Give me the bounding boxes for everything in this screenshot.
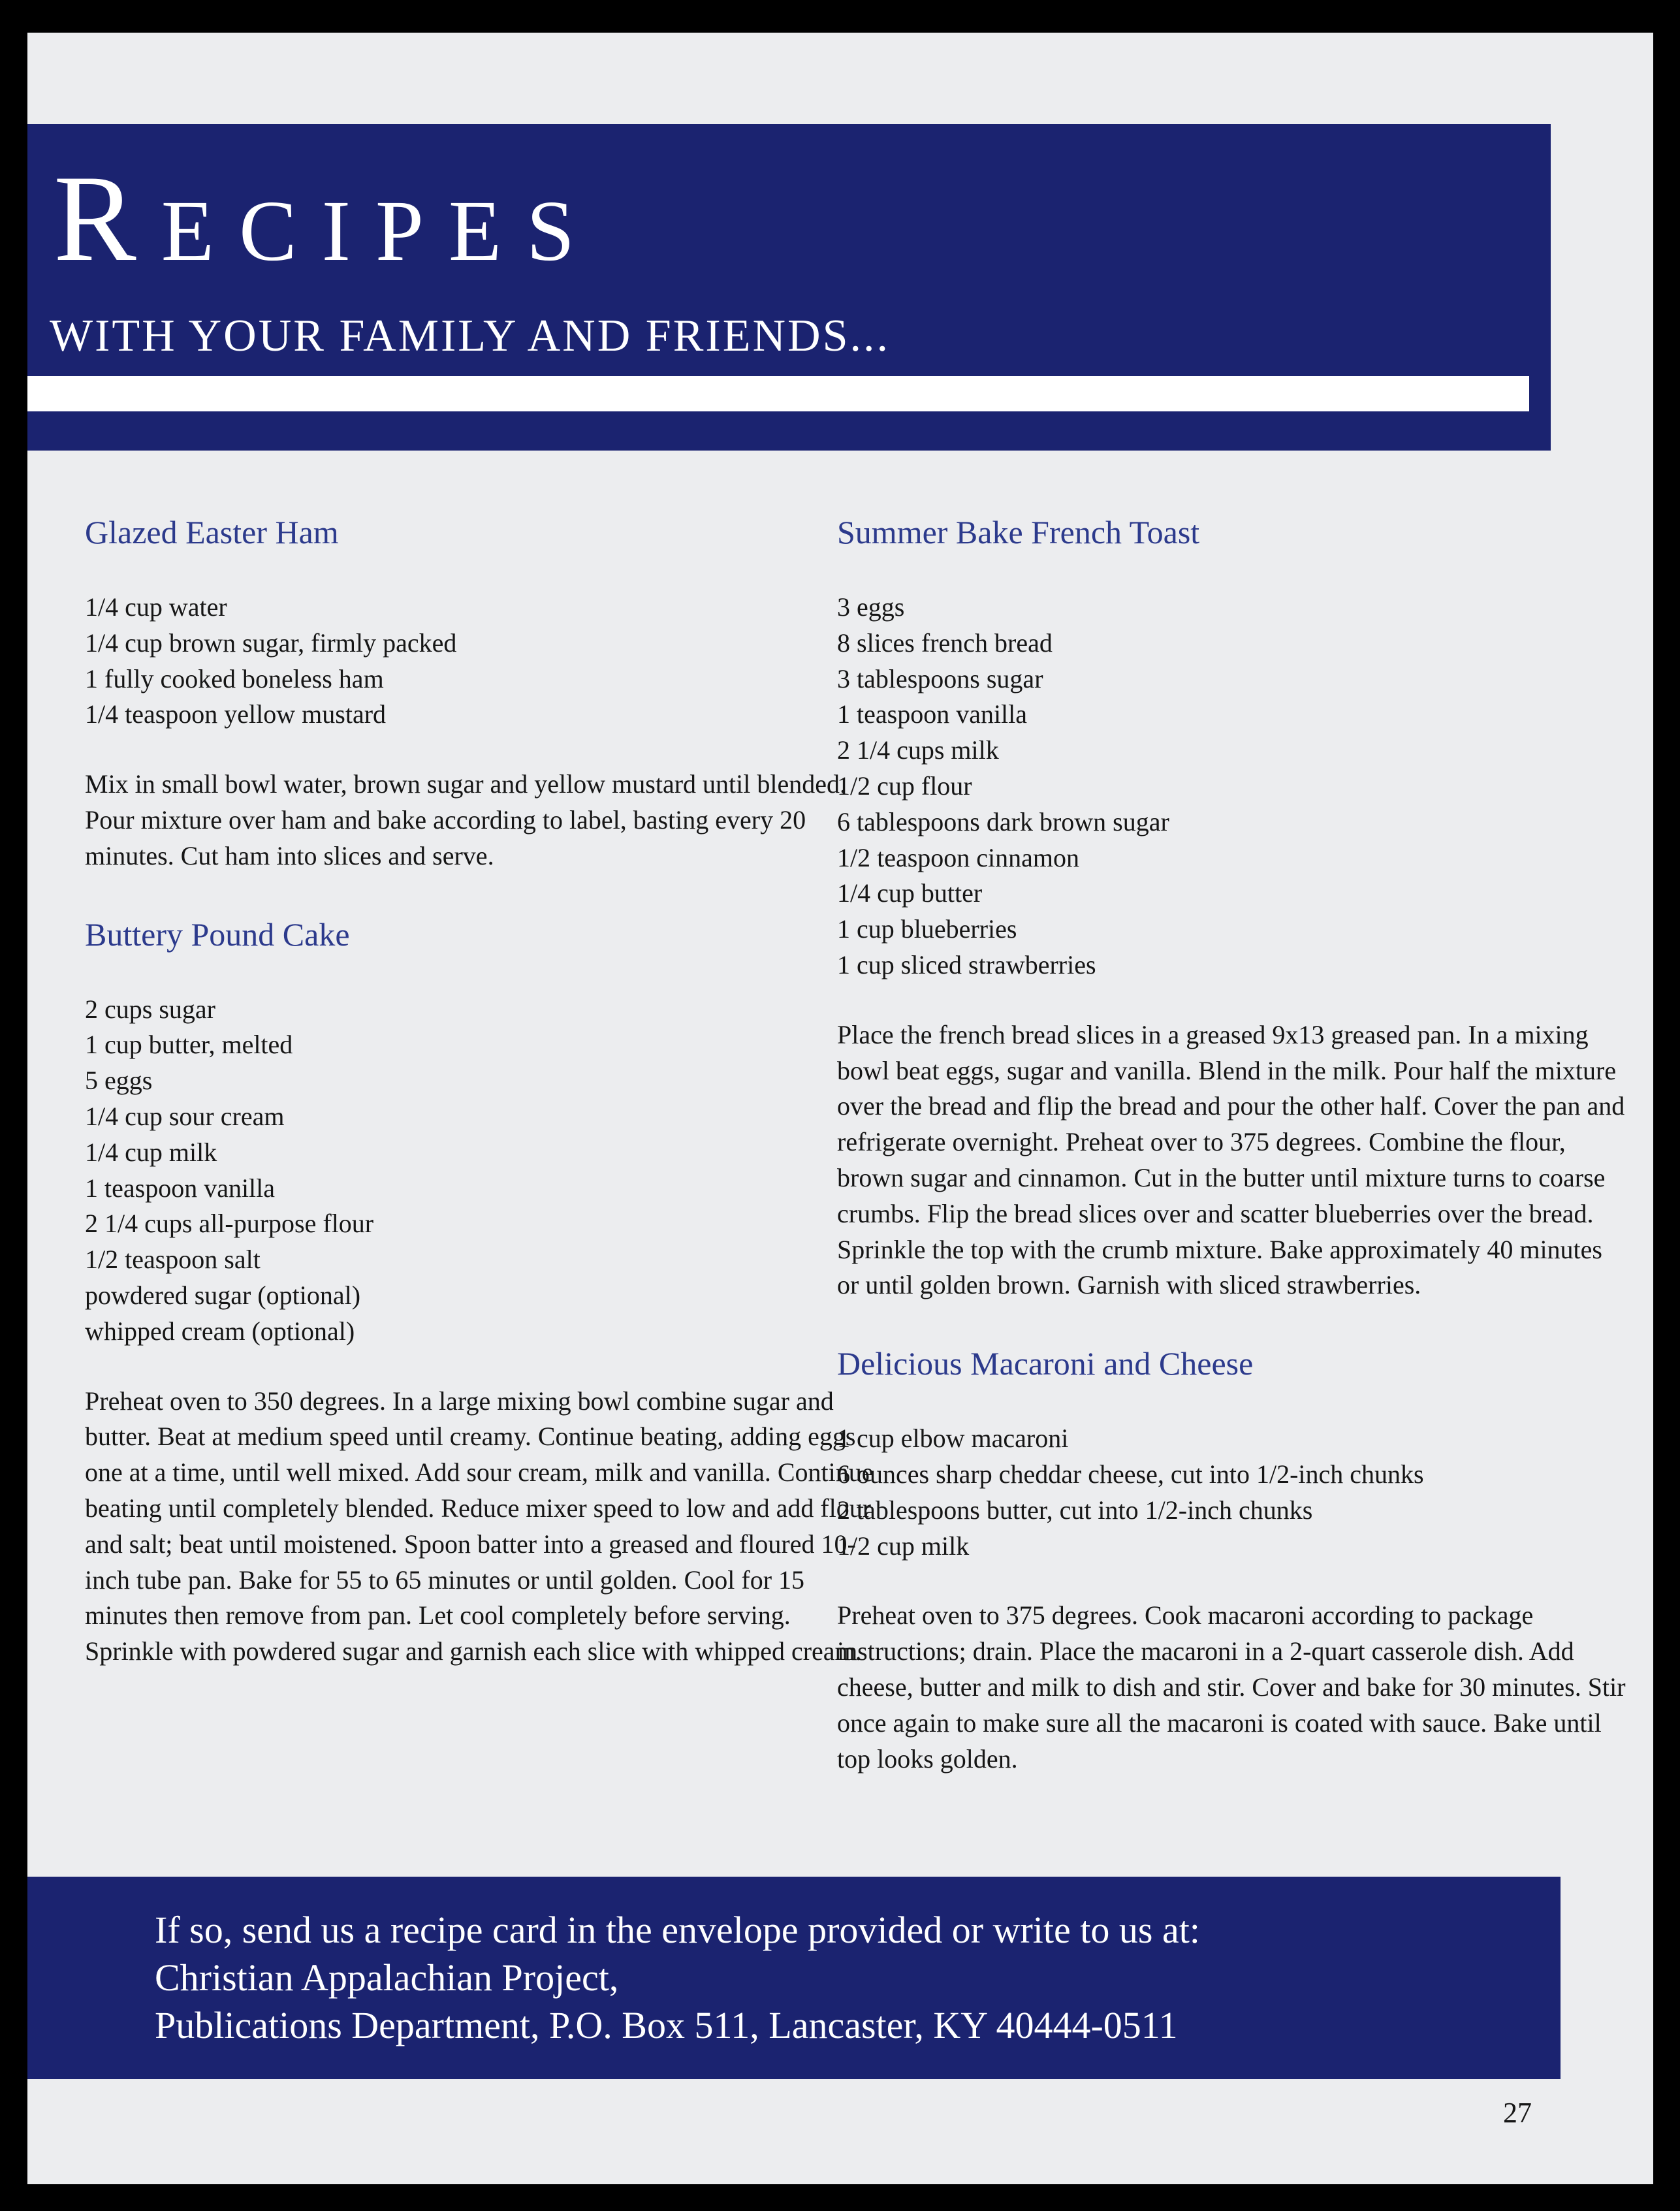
footer-prompt: If so, send us a recipe card in the envelope provided or write to us at:: [155, 1909, 1200, 1951]
recipe-title: Glazed Easter Ham: [85, 514, 339, 550]
ingredient-item: 5 eggs: [85, 1066, 153, 1096]
footer-banner: [27, 1877, 1561, 2079]
ingredient-item: 6 ounces sharp cheddar cheese, cut into 1/2-inch chunks: [837, 1459, 1424, 1489]
recipe-buttery-pound-cake: [85, 915, 875, 1670]
ingredient-item: 1/2 teaspoon salt: [85, 1245, 261, 1275]
ingredient-list: [85, 590, 875, 733]
recipe-directions: Mix in small bowl water, brown sugar and yellow mustard until blended. Pour mixture over ham and bake according to label, basting every 20 minutes. Cut ham into slices and serve.: [85, 769, 846, 870]
ingredient-list: [85, 992, 875, 1350]
ingredient-item: 1 cup butter, melted: [85, 1030, 293, 1060]
ingredient-item: 1 teaspoon vanilla: [837, 699, 1028, 729]
left-column: [85, 513, 875, 1710]
ingredient-item: 2 tablespoons butter, cut into 1/2-inch chunks: [837, 1495, 1313, 1525]
ingredient-item: 3 eggs: [837, 592, 905, 622]
ingredient-item: 1/4 cup brown sugar, firmly packed: [85, 628, 457, 658]
ingredient-item: 2 1/4 cups all-purpose flour: [85, 1209, 374, 1239]
ingredient-item: 2 1/4 cups milk: [837, 735, 999, 765]
ingredient-item: 1/4 teaspoon yellow mustard: [85, 699, 387, 729]
ingredient-item: 8 slices french bread: [837, 628, 1053, 658]
ingredient-item: 1/4 cup sour cream: [85, 1101, 285, 1131]
header-banner: [27, 124, 1551, 451]
mailing-address: [155, 1906, 1200, 2049]
recipe-summer-bake-french-toast: [837, 513, 1627, 1303]
ingredient-item: 1 cup blueberries: [837, 914, 1017, 944]
ingredient-item: 1/4 cup water: [85, 592, 227, 622]
recipe-glazed-easter-ham: [85, 513, 875, 874]
header-divider: [27, 376, 1529, 411]
recipe-directions: Preheat oven to 350 degrees. In a large mixing bowl combine sugar and butter. Beat at medium speed until creamy. Continue beating, adding eggs one at a time, until well mixed. Add sour cream, milk and vanilla. Continue beating until completely blended. Reduce mixer speed to low and add flour and salt; beat until moistened. Spoon batter into a greased and floured 10-inch tube pan. Bake for 55 to 65 minutes or until golden. Cool for 15 minutes then remove from pan. Let cool completely before serving. Sprinkle with powdered sugar and garnish each slice with whipped cream.: [85, 1386, 874, 1666]
footer-organization: Christian Appalachian Project,: [155, 1956, 619, 1999]
recipe-directions: Place the french bread slices in a greased 9x13 greased pan. In a mixing bowl beat eggs, sugar and vanilla. Blend in the milk. Pour half the mixture over the bread and flip the bread and pour the other half. Cover the pan and refrigerate overnight. Preheat over to 375 degrees. Combine the flour, brown sugar and cinnamon. Cut in the butter until mixture turns to coarse crumbs. Flip the bread slices over and scatter blueberries over the bread. Sprinkle the top with the crumb mixture. Bake approximately 40 minutes or until golden brown. Garnish with sliced strawberries.: [837, 1019, 1625, 1300]
ingredient-item: 1/2 teaspoon cinnamon: [837, 842, 1080, 872]
ingredient-item: 1/2 cup flour: [837, 771, 972, 801]
ingredient-item: 1/2 cup milk: [837, 1531, 970, 1561]
ingredient-item: 1 cup sliced strawberries: [837, 949, 1096, 979]
ingredient-item: 1/4 cup butter: [837, 878, 983, 908]
page-title: Recipes: [54, 150, 600, 287]
footer-address: Publications Department, P.O. Box 511, Lancaster, KY 40444-0511: [155, 2004, 1178, 2046]
ingredient-list: [837, 1421, 1627, 1564]
ingredient-item: 2 cups sugar: [85, 994, 215, 1024]
ingredient-item: 1 cup elbow macaroni: [837, 1424, 1069, 1454]
recipe-delicious-macaroni-and-cheese: [837, 1344, 1627, 1777]
magazine-page: [27, 33, 1653, 2184]
page-subtitle: WITH YOUR FAMILY AND FRIENDS...: [50, 311, 890, 361]
ingredient-item: powdered sugar (optional): [85, 1280, 361, 1310]
ingredient-item: 6 tablespoons dark brown sugar: [837, 806, 1169, 836]
right-column: [837, 513, 1627, 1817]
ingredient-item: 3 tablespoons sugar: [837, 663, 1043, 693]
recipe-title: Delicious Macaroni and Cheese: [837, 1345, 1254, 1382]
recipe-directions: Preheat oven to 375 degrees. Cook macaroni according to package instructions; drain. Place the macaroni in a 2-quart casserole dish. Add cheese, butter and milk to dish and stir. Cover and bake for 30 minutes. Stir once again to make sure all the macaroni is coated with sauce. Bake until top looks golden.: [837, 1600, 1626, 1774]
ingredient-list: [837, 590, 1627, 983]
ingredient-item: whipped cream (optional): [85, 1316, 355, 1346]
recipe-title: Summer Bake French Toast: [837, 514, 1200, 550]
ingredient-item: 1 fully cooked boneless ham: [85, 663, 384, 693]
ingredient-item: 1 teaspoon vanilla: [85, 1173, 276, 1203]
recipe-title: Buttery Pound Cake: [85, 915, 350, 953]
ingredient-item: 1/4 cup milk: [85, 1137, 217, 1167]
page-number: 27: [1503, 2097, 1532, 2129]
